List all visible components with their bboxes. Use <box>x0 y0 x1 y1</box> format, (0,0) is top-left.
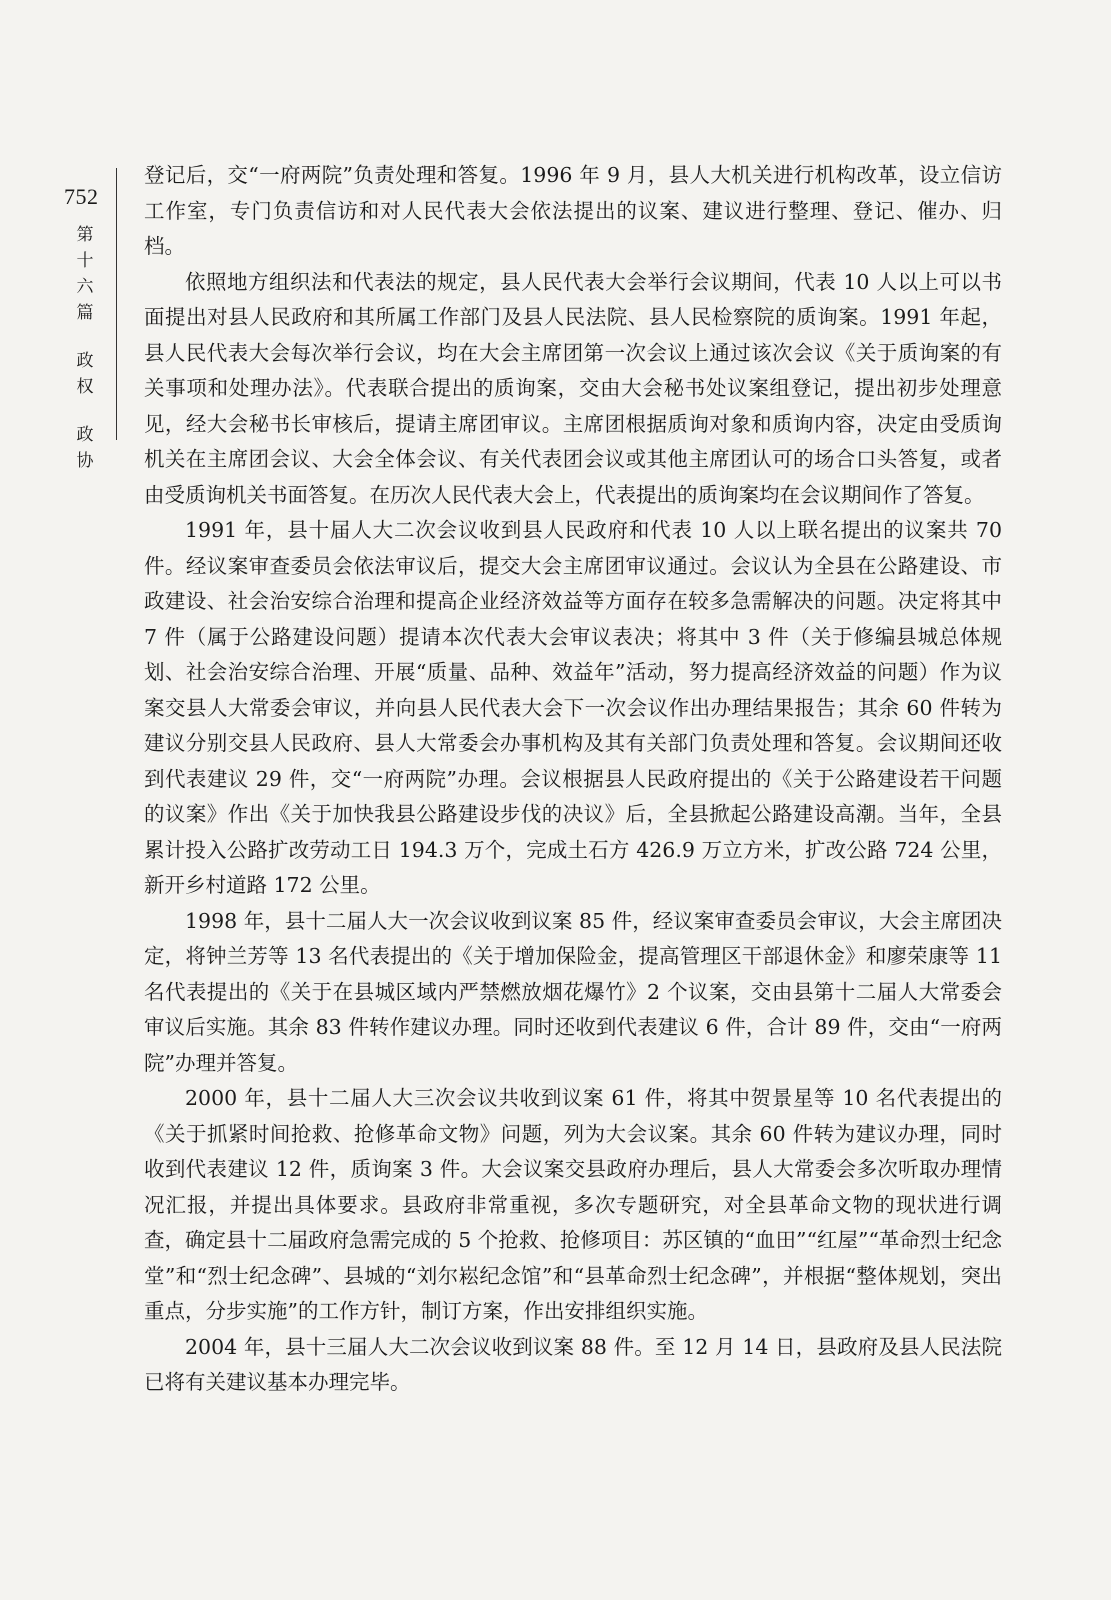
paragraph: 1998 年，县十二届人大一次会议收到议案 85 件，经议案审查委员会审议，大会主席团决定，将钟兰芳等 13 名代表提出的《关于增加保险金，提高管理区干部退休金》和廖荣康等 11 名代表提出的《关于在县城区域内严禁燃放烟花爆竹》2 个议案，交由县第十二届人大常委会审议后实施。其余 83 件转作建议办理。同时还收到代表建议 6 件，合计 89 件，交由“一府两院”办理并答复。 <box>144 908 1002 1075</box>
paragraph-continued: 登记后，交“一府两院”负责处理和答复。1996 年 9 月，县人大机关进行机构改革，设立信访工作室，专门负责信访和对人民代表大会依法提出的议案、建议进行整理、登记、催办、归档。 <box>144 163 1002 258</box>
running-head-char: 六 <box>76 277 94 297</box>
paragraph: 2000 年，县十二届人大三次会议共收到议案 61 件，将其中贺景星等 10 名代表提出的《关于抓紧时间抢救、抢修革命文物》问题，列为大会议案。其余 60 件转为建议办理，同时收到代表建议 12 件，质询案 3 件。大会议案交县政府办理后，县人大常委会多次听取办理情况汇报，并提出具体要求。县政府非常重视，多次专题研究，对全县革命文物的现状进行调查，确定县十二届政府急需完成的 5 个抢救、抢修项目：苏区镇的“血田”“红屋”“革命烈士纪念堂”和“烈士纪念碑”、县城的“刘尔崧纪念馆”和“县革命烈士纪念碑”，并根据“整体规划，突出重点，分步实施”的工作方针，制订方案，作出安排组织实施。 <box>144 1086 1002 1323</box>
running-head-char: 协 <box>76 451 94 471</box>
margin-rule <box>116 168 117 440</box>
running-head-char: 第 <box>76 225 94 245</box>
paragraph: 1991 年，县十届人大二次会议收到县人民政府和代表 10 人以上联名提出的议案共 70 件。经议案审查委员会依法审议后，提交大会主席团审议通过。会议认为全县在公路建设、市政建设、社会治安综合治理和提高企业经济效益等方面存在较多急需解决的问题。决定将其中 7 件（属于公路建设问题）提请本次代表大会审议表决；将其中 3 件（关于修编县城总体规划、社会治安综合治理、开展“质量、品种、效益年”活动，努力提高经济效益的问题）作为议案交县人大常委会审议，并向县人民代表大会下一次会议作出办理结果报告；其余 60 件转为建议分别交县人民政府、县人大常委会办事机构及其有关部门负责处理和答复。会议期间还收到代表建议 29 件，交“一府两院”办理。会议根据县人民政府提出的《关于公路建设若干问题的议案》作出《关于加快我县公路建设步伐的决议》后，全县掀起公路建设高潮。当年，全县累计投入公路扩改劳动工日 194.3 万个，完成土石方 426.9 万立方米，扩改公路 724 公里，新开乡村道路 172 公里。 <box>144 518 1002 897</box>
running-head-gap <box>73 326 97 348</box>
running-head <box>73 222 97 474</box>
running-head-char: 政 <box>76 351 94 371</box>
running-head-char: 十 <box>76 251 94 271</box>
running-head-char: 权 <box>76 377 94 397</box>
paragraph: 依照地方组织法和代表法的规定，县人民代表大会举行会议期间，代表 10 人以上可以书面提出对县人民政府和其所属工作部门及县人民法院、县人民检察院的质询案。1991 年起，县人民代表大会每次举行会议，均在大会主席团第一次会议上通过该次会议《关于质询案的有关事项和处理办法》。代表联合提出的质询案，交由大会秘书处议案组登记，提出初步处理意见，经大会秘书长审核后，提请主席团审议。主席团根据质询对象和质询内容，决定由受质询机关在主席团会议、大会全体会议、有关代表团会议或其他主席团认可的场合口头答复，或者由受质询机关书面答复。在历次人民代表大会上，代表提出的质询案均在会议期间作了答复。 <box>144 269 1002 507</box>
body-text <box>144 158 1002 1401</box>
running-head-char: 篇 <box>76 303 94 323</box>
running-head-gap <box>73 400 97 422</box>
running-head-char: 政 <box>76 425 94 445</box>
page-number: 752 <box>64 184 99 209</box>
paragraph: 2004 年，县十三届人大二次会议收到议案 88 件。至 12 月 14 日，县政府及县人民法院已将有关建议基本办理完毕。 <box>144 1334 1002 1394</box>
